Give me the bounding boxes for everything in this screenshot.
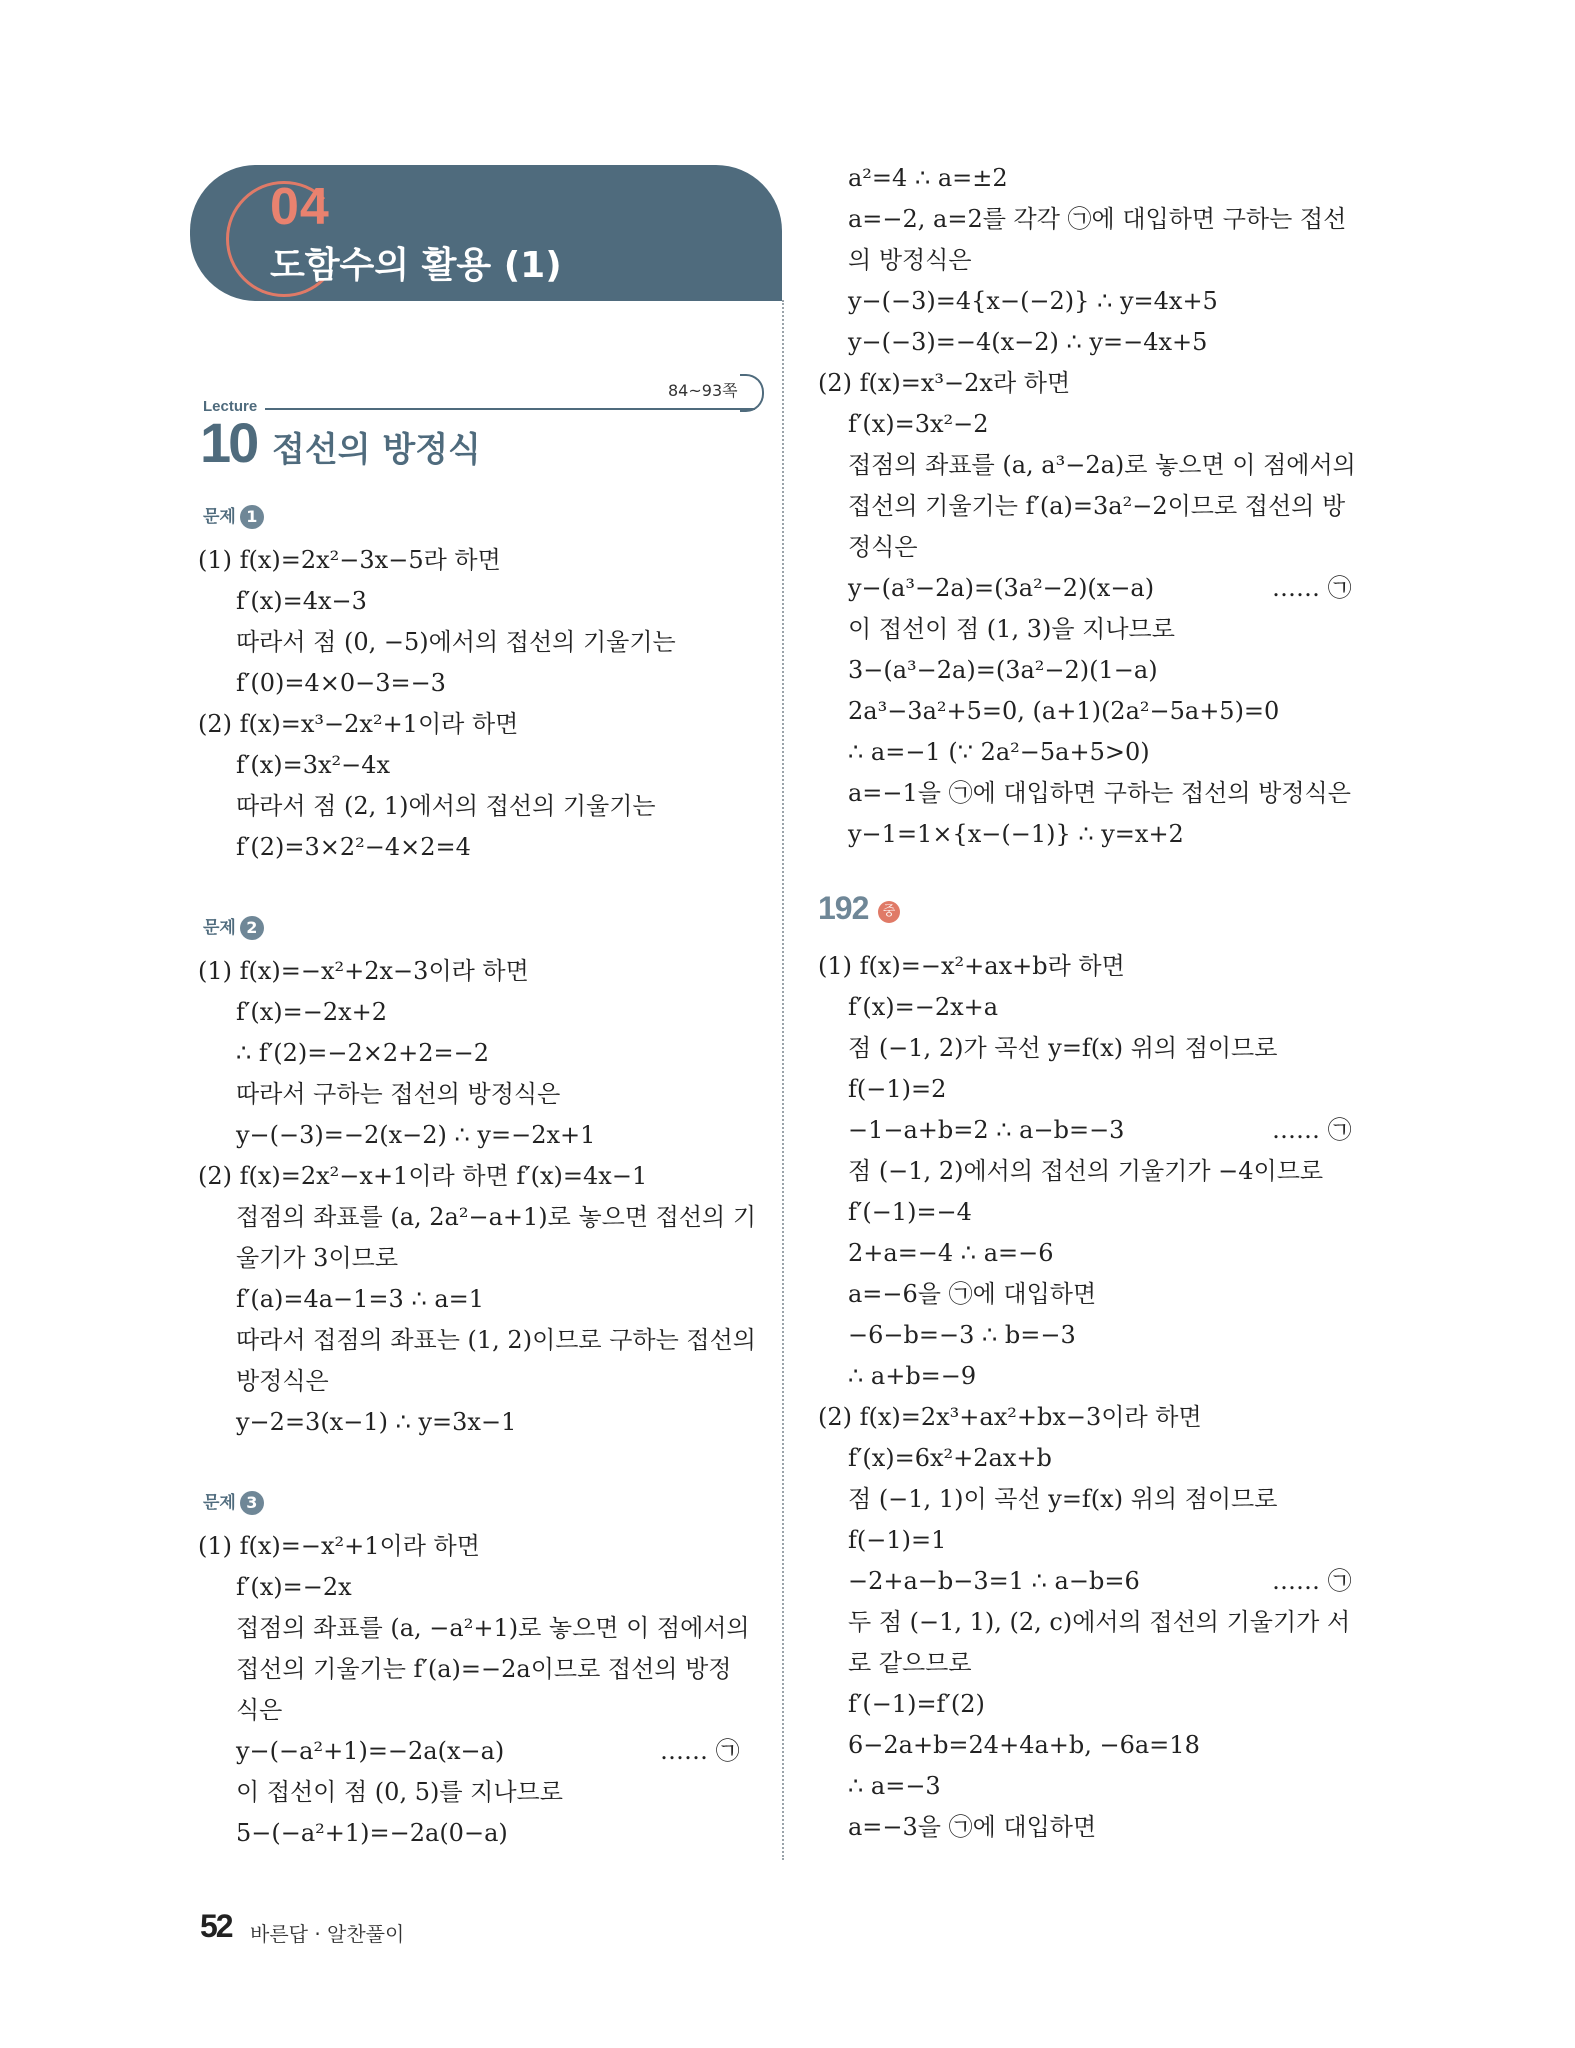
solution-line: y−1=1×{x−(−1)} ∴ y=x+2 [848,820,1184,848]
solution-line: 2+a=−4 ∴ a=−6 [848,1239,1054,1267]
equation-marker: …… ㉠ [660,1737,740,1765]
solution-line: ∴ a=−1 (∵ 2a²−5a+5>0) [848,738,1150,766]
solution-line: −2+a−b−3=1 ∴ a−b=6 [848,1567,1140,1595]
solution-line: a²=4 ∴ a=±2 [848,164,1008,192]
problem-number-badge: 3 [240,1491,264,1515]
equation-marker: …… ㉠ [1272,1116,1352,1144]
lecture-rule [265,408,755,410]
solution-line: 정식은 [848,533,918,561]
equation-marker: …… ㉠ [1272,1567,1352,1595]
solution-line: f′(−1)=f′(2) [848,1690,985,1718]
solution-line: 울기가 3이므로 [236,1244,399,1272]
problem-number-badge: 1 [240,505,264,529]
solution-line: f′(x)=−2x+2 [236,998,387,1026]
solution-line: a=−2, a=2를 각각 ㉠에 대입하면 구하는 접선 [848,205,1347,233]
solution-line: (1) f(x)=−x²+2x−3이라 하면 [198,957,529,985]
problem-number-badge: 2 [240,916,264,940]
solution-line: 이 접선이 점 (0, 5)를 지나므로 [236,1778,563,1806]
solution-line: f(−1)=1 [848,1526,947,1554]
solution-line: f′(x)=−2x [236,1573,352,1601]
lecture-pages: 84~93쪽 [668,381,738,400]
lecture-rule-curve [740,374,764,412]
solution-line: f′(x)=4x−3 [236,587,367,615]
solution-line: (2) f(x)=2x³+ax²+bx−3이라 하면 [818,1403,1202,1431]
solution-line: 점 (−1, 1)이 곡선 y=f(x) 위의 점이므로 [848,1485,1278,1513]
lecture-number: 10 [200,411,257,474]
chapter-title: 도함수의 활용 (1) [270,245,562,286]
solution-line: 식은 [236,1696,283,1724]
solution-line: y−2=3(x−1) ∴ y=3x−1 [236,1408,517,1436]
solution-line: 이 접선이 점 (1, 3)을 지나므로 [848,615,1175,643]
column-divider [782,300,784,1860]
problem-2-heading [203,913,264,940]
solution-line: (1) f(x)=−x²+ax+b라 하면 [818,952,1125,980]
solution-line: a=−6을 ㉠에 대입하면 [848,1280,1097,1308]
solution-line: f′(x)=−2x+a [848,993,999,1021]
solution-line: y−(a³−2a)=(3a²−2)(x−a) [848,574,1155,602]
solution-line: y−(−3)=−4(x−2) ∴ y=−4x+5 [848,328,1208,356]
solution-line: (2) f(x)=2x²−x+1이라 하면 f′(x)=4x−1 [198,1162,648,1190]
solution-line: 접점의 좌표를 (a, a³−2a)로 놓으면 이 점에서의 [848,451,1356,479]
solution-line: f′(x)=6x²+2ax+b [848,1444,1052,1472]
solution-line: 3−(a³−2a)=(3a²−2)(1−a) [848,656,1158,684]
solution-line: 5−(−a²+1)=−2a(0−a) [236,1819,508,1847]
solution-line: y−(−3)=−2(x−2) ∴ y=−2x+1 [236,1121,596,1149]
solution-line: 따라서 접점의 좌표는 (1, 2)이므로 구하는 접선의 [236,1326,756,1354]
solution-line: y−(−3)=4{x−(−2)} ∴ y=4x+5 [848,287,1218,315]
solution-line: (1) f(x)=−x²+1이라 하면 [198,1532,480,1560]
solution-line: 의 방정식은 [848,246,972,274]
solution-line: ∴ a+b=−9 [848,1362,977,1390]
solution-line: −1−a+b=2 ∴ a−b=−3 [848,1116,1125,1144]
solution-line: f′(−1)=−4 [848,1198,972,1226]
solution-line: f(−1)=2 [848,1075,947,1103]
footer-label: 바른답 · 알찬풀이 [250,1922,405,1946]
solution-line: 방정식은 [236,1367,329,1395]
solution-line: (2) f(x)=x³−2x²+1이라 하면 [198,710,519,738]
solution-line: f′(0)=4×0−3=−3 [236,669,446,697]
solution-line: ∴ f′(2)=−2×2+2=−2 [236,1039,489,1067]
chapter-banner [190,165,782,301]
solution-line: 접점의 좌표를 (a, 2a²−a+1)로 놓으면 접선의 기 [236,1203,757,1231]
solution-line: y−(−a²+1)=−2a(x−a) [236,1737,505,1765]
page-number: 52 [200,1908,232,1944]
lecture-tag: Lecture [203,398,258,415]
solution-line: −6−b=−3 ∴ b=−3 [848,1321,1076,1349]
solution-line: 점 (−1, 2)에서의 접선의 기울기가 −4이므로 [848,1157,1324,1185]
solution-line: 따라서 점 (2, 1)에서의 접선의 기울기는 [236,792,656,820]
solution-line: 로 같으므로 [848,1649,972,1677]
chapter-number: 04 [270,178,330,236]
solution-line: f′(x)=3x²−4x [236,751,391,779]
equation-marker: …… ㉠ [1272,574,1352,602]
solution-line: 6−2a+b=24+4a+b, −6a=18 [848,1731,1200,1759]
solution-line: f′(2)=3×2²−4×2=4 [236,833,471,861]
problem-label: 문제 [203,507,236,527]
solution-line: 접선의 기울기는 f′(a)=−2a이므로 접선의 방정 [236,1655,732,1683]
solution-line: 두 점 (−1, 1), (2, c)에서의 접선의 기울기가 서 [848,1608,1351,1636]
solution-line: (2) f(x)=x³−2x라 하면 [818,369,1071,397]
solution-line: (1) f(x)=2x²−3x−5라 하면 [198,546,501,574]
solution-line: 따라서 점 (0, −5)에서의 접선의 기울기는 [236,628,676,656]
example-number: 192 [818,890,869,926]
solution-line: 점 (−1, 2)가 곡선 y=f(x) 위의 점이므로 [848,1034,1278,1062]
solution-line: f′(a)=4a−1=3 ∴ a=1 [236,1285,485,1313]
difficulty-badge: 중 [878,901,900,923]
lecture-title: 접선의 방정식 [272,430,481,470]
problem-3-heading [203,1488,264,1515]
solution-line: 따라서 구하는 접선의 방정식은 [236,1080,561,1108]
problem-label: 문제 [203,918,236,938]
problem-1-heading [203,502,264,529]
solution-line: 2a³−3a²+5=0, (a+1)(2a²−5a+5)=0 [848,697,1280,725]
problem-label: 문제 [203,1493,236,1513]
solution-line: f′(x)=3x²−2 [848,410,989,438]
solution-line: a=−3을 ㉠에 대입하면 [848,1813,1097,1841]
solution-line: ∴ a=−3 [848,1772,941,1800]
solution-line: a=−1을 ㉠에 대입하면 구하는 접선의 방정식은 [848,779,1351,807]
solution-line: 접점의 좌표를 (a, −a²+1)로 놓으면 이 점에서의 [236,1614,750,1642]
solution-line: 접선의 기울기는 f′(a)=3a²−2이므로 접선의 방 [848,492,1346,520]
